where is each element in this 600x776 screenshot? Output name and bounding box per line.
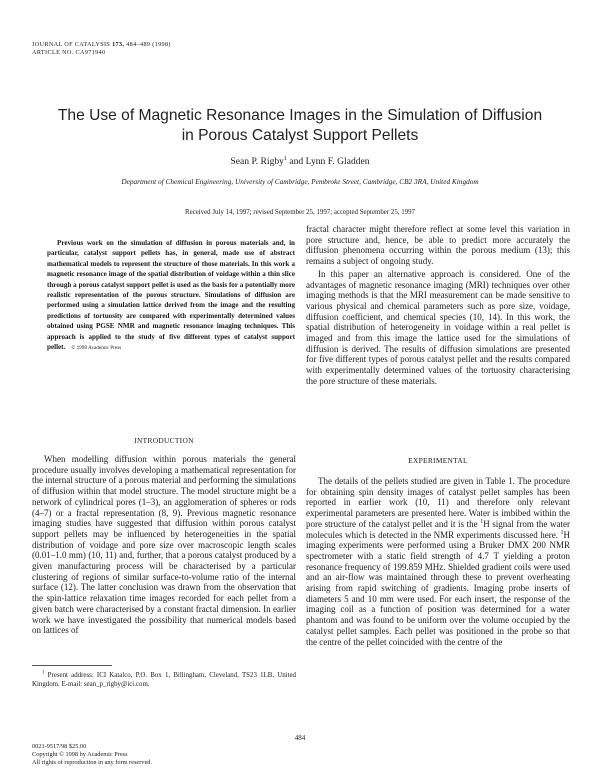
copyright-rights: All rights of reproduction in any form reserved. — [32, 758, 152, 766]
affiliation: Department of Chemical Engineering, University of Cambridge, Pembroke Street, Cambridge, CB2 3RA, United Kingdom — [121, 177, 479, 186]
footnote-mark: 1 — [42, 670, 45, 676]
author-footnote-mark: 1 — [283, 155, 287, 162]
author-rest: and Lynn F. Gladden — [286, 156, 370, 167]
author-list — [30, 156, 570, 167]
section-heading-introduction: INTRODUCTION — [134, 436, 194, 445]
abstract-text: Previous work on the simulation of diffusion in porous materials and, in particular, catalyst support pellets has, in general, made use of abstract mathematical models to represent the structure of those materials. In this work a magnetic resonance image of the spatial distribution of voidage within a thin slice through a porous catalyst support pellet is used as the basis for a potentially more realistic representation of the porous structure. Simulations of diffusion are performed using a simulation lattice derived from the image and the resulting predictions of tortuosity are compared with experimentally determined values obtained using PGSE NMR and magnetic resonance imaging techniques. This approach is applied to the study of five different types of catalyst support pellet. — [47, 239, 295, 352]
intro-paragraph-2: In this paper an alternative approach is considered. One of the advantages of magnetic resonance imaging (MRI) techniques over other imaging methods is that the MRI measurement can be made sensitive to various physical and chemical parameters such as pore size, voidage, diffusion coefficient, and chemical species (10, 14). In this work, the spatial distribution of heterogeneity in voidage within a real pellet is imaged and from this image the lattice used for the simulations of diffusion is derived. The results of diffusion simulations are presented for five different types of porous catalyst pellet and the results compared with experimentally determined values of the tortuosity characterising the pore structure of these materials. — [306, 268, 570, 386]
abstract-copyright: © 1998 Academic Press — [71, 345, 122, 352]
introduction-column-left — [32, 454, 296, 636]
article-number: ARTICLE NO. CA971940 — [32, 49, 106, 57]
copyright-notice: Copyright © 1998 by Academic Press — [32, 750, 128, 758]
experimental-column — [306, 476, 570, 647]
journal-volume: 173, — [112, 41, 125, 48]
paper-title-line-1: The Use of Magnetic Resonance Images in the Simulation of Diffusion — [57, 107, 543, 124]
author-first: Sean P. Rigby — [230, 156, 284, 167]
experimental-paragraph-1: The details of the pellets studied are given in Table 1. The procedure for obtaining spin density images of catalyst pellet samples has been reported in earlier work (10, 11) and therefore only relevant experimental parameters are presented here. Water is imbibed within the pore structure of the catalyst pellet and it is the $^1$H signal from the water molecules which is detected in the NMR experiments discussed here. $^1$H imaging experiments were performed using a Bruker DMX 200 NMR spectrometer with a static field strength of 4.7 T yielding a proton resonance frequency of 199.859 MHz. Shielded gradient coils were used and an air-flow was maintained through these to prevent overheating arising from rapid switching of gradients. Imaging probe inserts of diameters 5 and 10 mm were used. For each insert, the response of the imaging coil as a function of position was determined for a water phantom and was found to be uniform over the volume occupied by the catalyst pellet samples. Each pellet was positioned in the probe so that the centre of the pellet coincided with the centre of the — [306, 476, 570, 647]
journal-citation: JOURNAL OF CATALYSIS 173, 484–489 (1998) — [32, 41, 171, 48]
intro-paragraph-1-continued: fractal character might therefore reflect at some level this variation in pore structure and, hence, be able to predict more accurately the diffusion phenomena occurring within the porous medium (13); this remains a subject of ongoing study. — [306, 224, 570, 267]
paper-title-line-2: in Porous Catalyst Support Pellets — [181, 126, 419, 144]
section-heading-experimental: EXPERIMENTAL — [408, 456, 468, 465]
footnote — [32, 671, 296, 689]
footnote-text: Present address: ICI Katalco, P.O. Box 1, Billingham, Cleveland, TS23 1LB, United Kingdom. E-mail: sean_p_rigby@ici.com. — [32, 672, 296, 689]
journal-header — [32, 41, 171, 57]
paper-title — [30, 106, 570, 145]
page-number: 484 — [294, 734, 306, 742]
introduction-column-right — [306, 224, 570, 387]
received-dates: Received July 14, 1997; revised September 25, 1997; accepted September 25, 1997 — [184, 209, 415, 216]
abstract — [47, 238, 295, 353]
intro-paragraph-1: When modelling diffusion within porous materials the general procedure usually involves developing a mathematical representation for the internal structure of a porous material and performing the simulations of diffusion within that model structure. The model structure might be a network of cylindrical pores (1–3), an agglomeration of spheres or rods (4–7) or a fractal representation (8, 9). Previous magnetic resonance imaging studies have suggested that diffusion within porous catalyst support pellets may be influenced by heterogeneities in the spatial distribution of voidage and pore size over macroscopic length scales (0.01–1.0 mm) (10, 11) and, further, that a porous catalyst produced by a given manufacturing process will be characterised by a particular clustering of regions of similar surface-to-volume ratio of the internal surface (12). The latter conclusion was drawn from the observation that the spin-lattice relaxation time images recorded for each pellet from a given batch were characterised by a constant fractal dimension. In earlier work we have investigated the possibility that numerical models based on lattices of — [32, 454, 296, 636]
copyright-block — [32, 743, 152, 766]
footnote-divider — [32, 665, 112, 666]
copyright-price: 0021-9517/98 $25.00 — [32, 743, 87, 750]
